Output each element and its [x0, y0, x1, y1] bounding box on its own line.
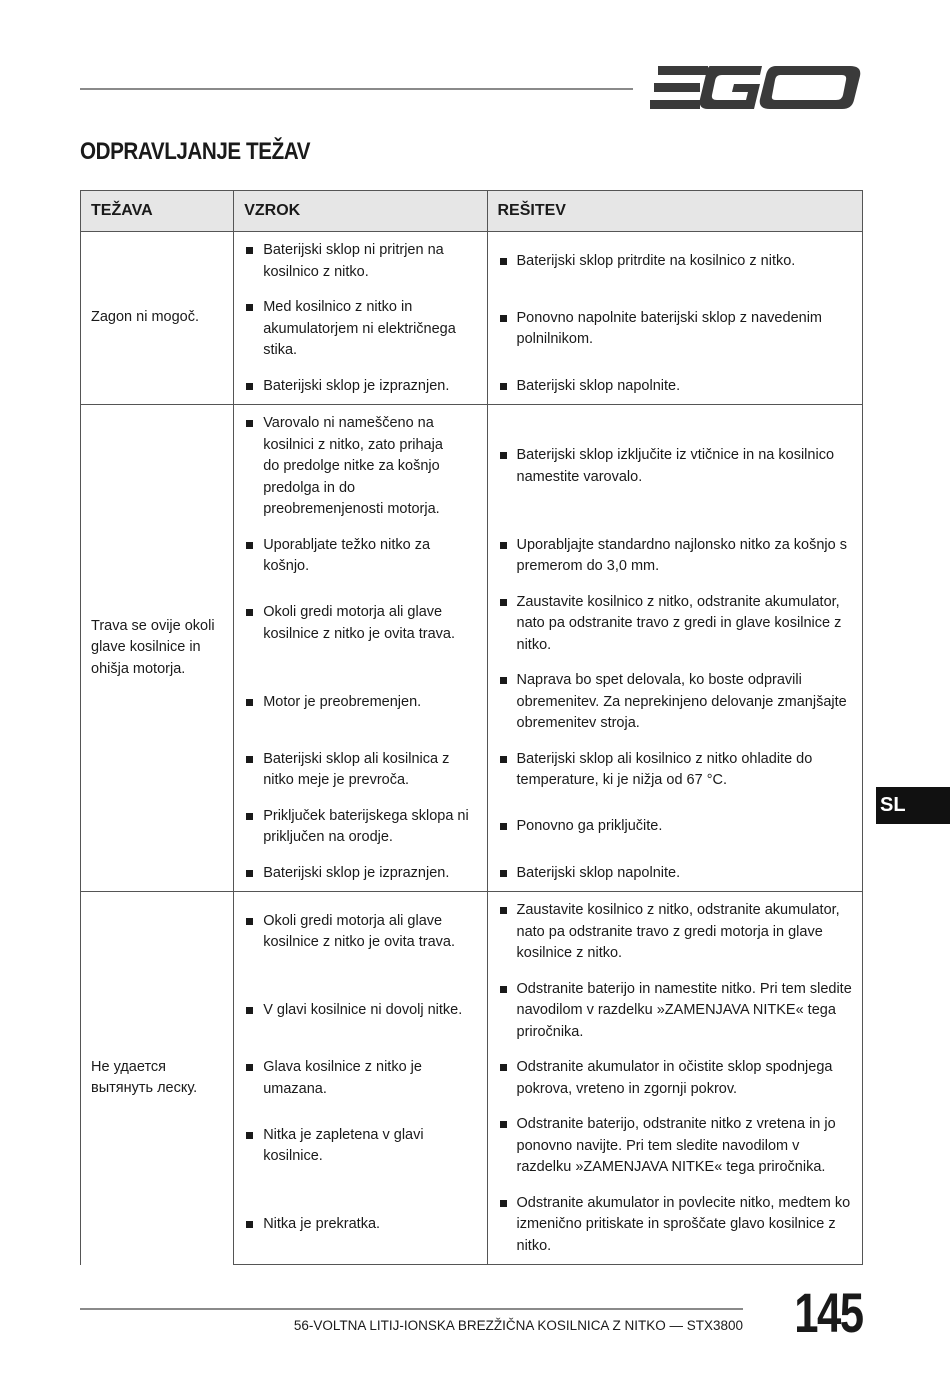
bullet-square-icon [500, 315, 507, 322]
solution-item: Odstranite akumulator in povlecite nitko, medtem ko izmenično pritiskate in sproščate glavo kosilnice z nitko. [498, 1193, 853, 1258]
bullet-square-icon [246, 756, 253, 763]
cause-item: Varovalo ni nameščeno na kosilnici z nitko, zato prihaja do predolge nitke za košnjo predolga in do preobremenjenosti motorja. [244, 413, 476, 521]
footer-text: 56-VOLTNA LITIJ-IONSKA BREZŽIČNA KOSILNICA Z NITKO — STX3800 [293, 1318, 743, 1333]
bullet-square-icon [246, 420, 253, 427]
solution-item: Baterijski sklop izključite iz vtičnice in na kosilnico namestite varovalo. [498, 445, 853, 488]
bullet-square-icon [500, 383, 507, 390]
page-title: ODPRAVLJANJE TEŽAV [80, 138, 311, 165]
bullet-square-icon [500, 1064, 507, 1071]
bullet-square-icon [500, 258, 507, 265]
solution-item: Odstranite baterijo in namestite nitko. Pri tem sledite navodilom v razdelku »ZAMENJAVA NITKE« tega priročnika. [498, 979, 853, 1044]
table-row [81, 892, 863, 972]
bullet-square-icon [500, 1121, 507, 1128]
bullet-square-icon [246, 699, 253, 706]
troubleshooting-table [80, 190, 863, 1265]
column-header-problem: TEŽAVA [81, 191, 234, 232]
cause-item: V glavi kosilnice ni dovolj nitke. [244, 1000, 476, 1022]
bullet-square-icon [246, 304, 253, 311]
solution-item: Baterijski sklop napolnite. [498, 376, 853, 398]
solution-item: Odstranite baterijo, odstranite nitko z vretena in jo ponovno navijte. Pri tem sledite navodilom v razdelku »ZAMENJAVA NITKE« tega priročnika. [498, 1114, 853, 1179]
solution-item: Zaustavite kosilnico z nitko, odstranite akumulator, nato pa odstranite travo z gredi motorja in glave kosilnice z nitko. [498, 900, 853, 965]
solution-item: Baterijski sklop napolnite. [498, 863, 853, 885]
bullet-square-icon [246, 542, 253, 549]
language-tab: SL [876, 787, 950, 824]
solution-item: Baterijski sklop pritrdite na kosilnico z nitko. [498, 251, 853, 273]
bullet-square-icon [246, 1064, 253, 1071]
cause-item: Nitka je prekratka. [244, 1214, 476, 1236]
table-header-row [81, 191, 863, 232]
bullet-square-icon [500, 870, 507, 877]
header-rule [80, 88, 633, 90]
cause-item: Priključek baterijskega sklopa ni priključen na orodje. [244, 806, 476, 849]
cause-item: Uporabljate težko nitko za košnjo. [244, 535, 476, 578]
table-row [81, 405, 863, 528]
bullet-square-icon [500, 756, 507, 763]
solution-item: Naprava bo spet delovala, ko boste odpravili obremenitev. Za neprekinjeno delovanje zmanjšajte obremenitev stroja. [498, 670, 853, 735]
solution-item: Uporabljajte standardno najlonsko nitko za košnjo s premerom do 3,0 mm. [498, 535, 853, 578]
bullet-square-icon [246, 1221, 253, 1228]
cause-item: Okoli gredi motorja ali glave kosilnice z nitko je ovita trava. [244, 602, 476, 645]
bullet-square-icon [500, 542, 507, 549]
bullet-square-icon [246, 383, 253, 390]
cause-item: Baterijski sklop je izpraznjen. [244, 376, 476, 398]
bullet-square-icon [246, 918, 253, 925]
column-header-cause: VZROK [234, 191, 487, 232]
problem-cell: Не удается вытянуть леску. [81, 892, 234, 1265]
cause-item: Baterijski sklop ni pritrjen na kosilnico z nitko. [244, 240, 476, 283]
bullet-square-icon [246, 609, 253, 616]
solution-item: Ponovno napolnite baterijski sklop z navedenim polnilnikom. [498, 308, 853, 351]
column-header-solution: REŠITEV [487, 191, 863, 232]
cause-item: Baterijski sklop je izpraznjen. [244, 863, 476, 885]
bullet-square-icon [246, 870, 253, 877]
cause-item: Glava kosilnice z nitko je umazana. [244, 1057, 476, 1100]
bullet-square-icon [500, 677, 507, 684]
bullet-square-icon [500, 452, 507, 459]
cause-item: Okoli gredi motorja ali glave kosilnice z nitko je ovita trava. [244, 911, 476, 954]
cause-item: Motor je preobremenjen. [244, 692, 476, 714]
bullet-square-icon [246, 813, 253, 820]
solution-item: Baterijski sklop ali kosilnico z nitko ohladite do temperature, ki je nižja od 67 °C. [498, 749, 853, 792]
bullet-square-icon [500, 986, 507, 993]
cause-item: Baterijski sklop ali kosilnica z nitko meje je prevroča. [244, 749, 476, 792]
ego-logo [650, 62, 862, 114]
problem-cell: Trava se ovije okoli glave kosilnice in ohišja motorja. [81, 405, 234, 892]
solution-item: Zaustavite kosilnico z nitko, odstranite akumulator, nato pa odstranite travo z gredi in glave kosilnice z nitko. [498, 592, 853, 657]
footer-rule [80, 1308, 743, 1310]
problem-cell: Zagon ni mogoč. [81, 232, 234, 405]
cause-item: Nitka je zapletena v glavi kosilnice. [244, 1125, 476, 1168]
bullet-square-icon [500, 823, 507, 830]
bullet-square-icon [500, 907, 507, 914]
bullet-square-icon [246, 1007, 253, 1014]
bullet-square-icon [246, 247, 253, 254]
bullet-square-icon [246, 1132, 253, 1139]
page-number: 145 [793, 1281, 862, 1344]
bullet-square-icon [500, 1200, 507, 1207]
solution-item: Ponovno ga priključite. [498, 816, 853, 838]
solution-item: Odstranite akumulator in očistite sklop spodnjega pokrova, vreteno in zgornji pokrov. [498, 1057, 853, 1100]
table-row [81, 232, 863, 291]
bullet-square-icon [500, 599, 507, 606]
cause-item: Med kosilnico z nitko in akumulatorjem ni električnega stika. [244, 297, 476, 362]
